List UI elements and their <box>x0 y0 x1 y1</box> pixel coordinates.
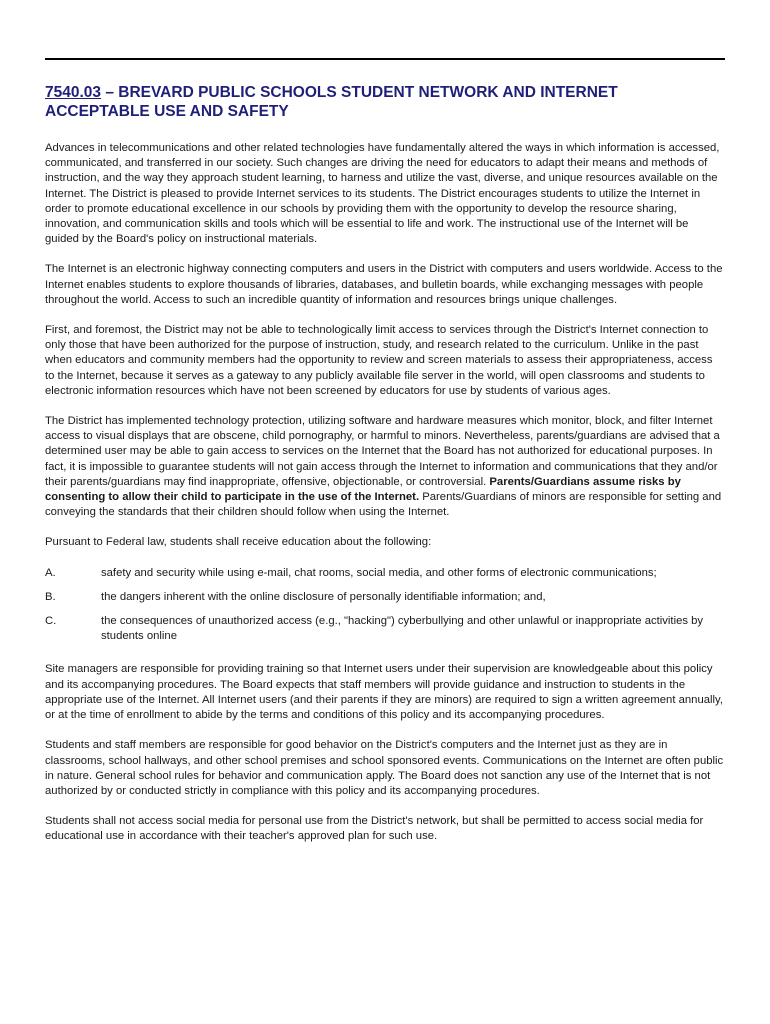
list-marker: B. <box>45 590 56 603</box>
paragraph-internet: The Internet is an electronic highway connecting computers and users in the District with computers and users worldwide. Access to the Internet enables students to explore thousands of libraries, databases, and bulletin boards, while exchanging messages with people throughout the world. Access to such an incredible quantity of information and resources brings unique challenges. <box>45 263 723 306</box>
list-text: the dangers inherent with the online disclosure of personally identifiable information; and, <box>101 590 546 603</box>
protection-text-end: Parents/Guardians of minors are responsible for setting and conveying the standards that their children should follow when using the Internet. <box>45 491 722 519</box>
policy-number-link[interactable]: 7540.03 <box>45 84 102 101</box>
policy-title: – BREVARD PUBLIC SCHOOLS STUDENT NETWORK AND INTERNET ACCEPTABLE USE AND SAFETY <box>45 84 618 120</box>
paragraph-social-media: Students shall not access social media for personal use from the District's network, but shall be permitted to access social media for educational use in accordance with their teacher's approved plan for such use. <box>45 815 704 843</box>
list-text: the consequences of unauthorized access (e.g., "hacking") cyberbullying and other unlawful or inappropriate activities by students online <box>101 615 704 643</box>
paragraph-federal-law: Pursuant to Federal law, students shall receive education about the following: <box>45 536 432 549</box>
parent-risk-notice: Parents/Guardians assume risks by consenting to allow their child to participate in the use of the Internet. <box>45 475 681 504</box>
page-title <box>45 83 725 121</box>
paragraph-protection <box>45 414 725 520</box>
list-marker: C. <box>45 615 57 628</box>
education-topics-list <box>45 566 725 645</box>
list-item <box>45 590 725 605</box>
paragraph-site-managers: Site managers are responsible for providing training so that Internet users under their supervision are knowledgeable about this policy and its accompanying procedures. The Board expects that staff members will provide guidance and instruction to students in the appropriate use of the Internet. All Internet users (and their parents if they are minors) are required to sign a written agreement annually, or at the time of enrollment to abide by the terms and conditions of this policy and its accompanying procedures. <box>45 663 723 722</box>
policy-body <box>45 141 725 860</box>
list-text: safety and security while using e-mail, chat rooms, social media, and other forms of electronic communications; <box>101 566 657 579</box>
list-item <box>45 614 725 644</box>
paragraph-intro: Advances in telecommunications and other related technologies have fundamentally altered the ways in which information is accessed, communicated, and transferred in our society. Such changes are driving the need for educators to adapt their means and methods of instruction, and the way they approach student learning, to harness and utilize the vast, diverse, and unique resources available on the Internet. The District is pleased to provide Internet services to its students. The District encourages students to utilize the Internet in order to promote educational excellence in our schools by providing them with the opportunity to develop the resource sharing, innovation, and communication skills and tools which will be essential to life and work. The instructional use of the Internet will be guided by the Board's policy on instructional materials. <box>45 142 720 246</box>
protection-text: The District has implemented technology protection, utilizing software and hardware measures which monitor, block, and filter Internet access to visual displays that are obscene, child pornography, or harmful to minors. Nevertheless, parents/guardians are advised that a determined user may be able to gain access to services on the Internet that the Board has not authorized for educational purposes. In fact, it is impossible to guarantee students will not gain access through the Internet to information and communications that they and/or their parents/guardians may find inappropriate, offensive, objectionable, or controversial. <box>45 415 720 488</box>
paragraph-behavior: Students and staff members are responsible for good behavior on the District's computers and the Internet just as they are in classrooms, school hallways, and other school premises and school sponsored events. Communications on the Internet are often public in nature. General school rules for behavior and communication apply. The Board does not sanction any use of the Internet that is not authorized by or conducted strictly in compliance with this policy and its accompanying procedures. <box>45 739 724 797</box>
paragraph-access: First, and foremost, the District may not be able to technologically limit access to services through the District's Internet connection to only those that have been authorized for the purpose of instruction, study, and research related to the curriculum. Unlike in the past when educators and community members had the opportunity to review and screen materials to assess their appropriateness, access to the Internet, because it serves as a gateway to any publicly available file server in the world, will open classrooms and students to electronic information resources which have not been screened by educators for use by students of various ages. <box>45 324 713 397</box>
top-divider <box>45 58 725 60</box>
list-marker: A. <box>45 566 56 579</box>
list-item <box>45 566 725 581</box>
